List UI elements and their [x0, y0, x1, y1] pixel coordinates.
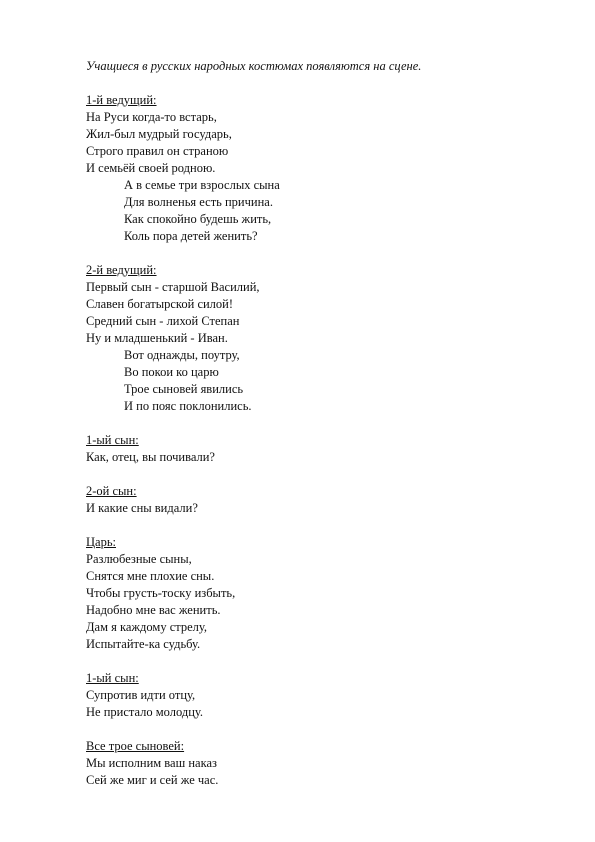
- dialogue-section: [86, 534, 566, 670]
- spacer: [86, 517, 566, 534]
- verse-line: Строго правил он страною: [86, 144, 229, 158]
- dialogue-sections: [86, 92, 566, 789]
- verse-line: И какие сны видали?: [86, 501, 198, 515]
- dialogue-section: [86, 262, 566, 432]
- verse-line: Снятся мне плохие сны.: [86, 569, 215, 583]
- verse-line: Во покои ко царю: [124, 365, 219, 379]
- verse-line: Мы исполним ваш наказ: [86, 756, 217, 770]
- verse-line: Вот однажды, поутру,: [124, 348, 240, 362]
- verse-line: И по пояс поклонились.: [124, 399, 252, 413]
- stage-direction: Учащиеся в русских народных костюмах появляются на сцене.: [86, 59, 422, 73]
- dialogue-section: [86, 738, 566, 789]
- verse-line: Трое сыновей явились: [124, 382, 244, 396]
- spacer: [86, 75, 566, 92]
- verse-line: Разлюбезные сыны,: [86, 552, 192, 566]
- spacer: [86, 653, 566, 670]
- verse-line: Сей же миг и сей же час.: [86, 773, 219, 787]
- spacer: [86, 245, 566, 262]
- verse-line: И семьёй своей родною.: [86, 161, 216, 175]
- dialogue-section: [86, 483, 566, 534]
- verse-line: Как спокойно будешь жить,: [124, 212, 272, 226]
- verse-line: Чтобы грусть-тоску избыть,: [86, 586, 236, 600]
- speaker-label: Все трое сыновей:: [86, 739, 185, 753]
- verse-line: Супротив идти отцу,: [86, 688, 196, 702]
- speaker-label: 1-ый сын:: [86, 671, 139, 685]
- speaker-label: 1-ый сын:: [86, 433, 139, 447]
- spacer: [86, 415, 566, 432]
- script-text: [86, 58, 566, 789]
- verse-line: Дам я каждому стрелу,: [86, 620, 208, 634]
- verse-line: Коль пора детей женить?: [124, 229, 258, 243]
- verse-line: Надобно мне вас женить.: [86, 603, 221, 617]
- verse-line: Средний сын - лихой Степан: [86, 314, 240, 328]
- spacer: [86, 721, 566, 738]
- dialogue-section: [86, 670, 566, 738]
- dialogue-section: [86, 92, 566, 262]
- verse-line: Жил-был мудрый государь,: [86, 127, 232, 141]
- verse-line: Как, отец, вы почивали?: [86, 450, 215, 464]
- verse-line: А в семье три взрослых сына: [124, 178, 280, 192]
- verse-line: Славен богатырской силой!: [86, 297, 234, 311]
- verse-line: Для волненья есть причина.: [124, 195, 273, 209]
- verse-line: На Руси когда-то встарь,: [86, 110, 217, 124]
- verse-line: Первый сын - старшой Василий,: [86, 280, 260, 294]
- speaker-label: 2-й ведущий:: [86, 263, 157, 277]
- speaker-label: 1-й ведущий:: [86, 93, 157, 107]
- speaker-label: Царь:: [86, 535, 116, 549]
- verse-line: Не пристало молодцу.: [86, 705, 204, 719]
- verse-line: Испытайте-ка судьбу.: [86, 637, 201, 651]
- speaker-label: 2-ой сын:: [86, 484, 137, 498]
- dialogue-section: [86, 432, 566, 483]
- spacer: [86, 466, 566, 483]
- verse-line: Ну и младшенький - Иван.: [86, 331, 228, 345]
